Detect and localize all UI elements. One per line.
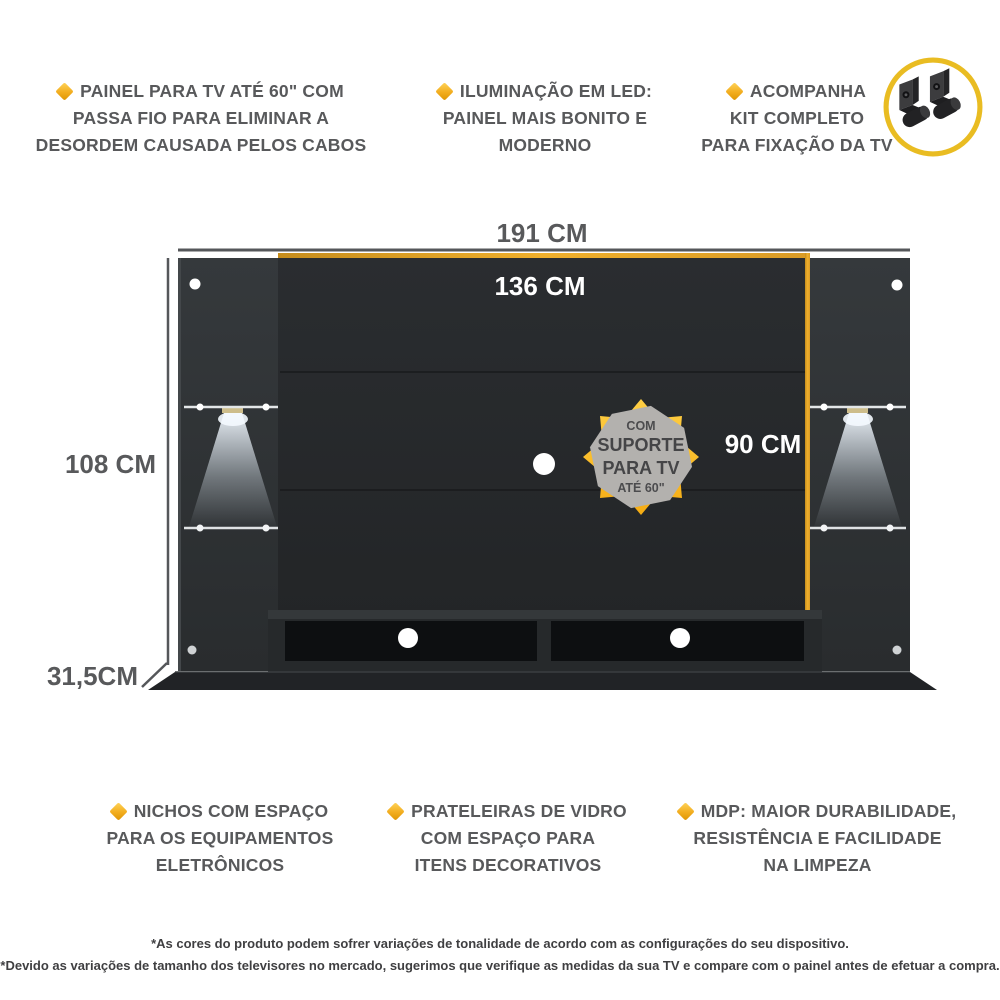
feature-line: ITENS DECORATIVOS [414,855,602,875]
dim-total-width: 191 CM [496,218,588,248]
dim-panel-width: 136 CM [494,271,586,301]
footnotes [0,933,1000,977]
feature-line: COM ESPAÇO PARA [420,828,596,848]
feature-line: MDP: MAIOR DURABILIDADE, [700,801,957,821]
tv-support-badge [583,399,699,515]
feature-passa-fio [15,78,387,159]
niche-box [268,610,822,672]
feature-line: PARA OS EQUIPAMENTOS [106,828,334,848]
led-strip-top [278,253,810,258]
screw-cap [188,646,197,655]
footnote-tv-sizes: *Devido as variações de tamanho dos televisores no mercado, sugerimos que verifique as medidas da sua TV e compare com o painel antes de efetuar a compra. [0,958,1000,973]
diamond-bullet-icon [55,82,73,100]
feature-line: NICHOS COM ESPAÇO [133,801,329,821]
badge-text-2: SUPORTE [597,435,685,455]
cable-hole [670,628,690,648]
feature-line: NA LIMPEZA [763,855,872,875]
led-strip-right [805,253,810,620]
panel-diagram [0,195,1000,740]
badge-text-1: COM [626,419,656,433]
back-panel-edge [178,258,181,671]
feature-line: ACOMPANHA [749,81,867,101]
feature-line: PARA FIXAÇÃO DA TV [701,135,893,155]
screw-cap [190,279,201,290]
cable-hole [398,628,418,648]
dim-depth: 31,5CM [46,661,138,691]
led-spot [843,412,873,426]
dim-panel-height: 90 CM [724,429,802,459]
base-shelf [148,672,937,690]
screw-cap [893,646,902,655]
diamond-bullet-icon [725,82,743,100]
feature-line: PAINEL MAIS BONITO E [442,108,648,128]
badge-text-3: PARA TV [602,458,680,478]
dim-total-height: 108 CM [64,449,156,479]
screw-cap [892,280,903,291]
feature-line: ILUMINAÇÃO EM LED: [459,81,653,101]
led-spot [218,412,248,426]
feature-line: RESISTÊNCIA E FACILIDADE [693,828,942,848]
badge-text-4: ATÉ 60" [617,481,665,495]
feature-line: PRATELEIRAS DE VIDRO [411,801,627,821]
footnote-colors: *As cores do produto podem sofrer variações de tonalidade de acordo com as configurações do seu dispositivo. [151,936,849,951]
feature-prateleiras [358,798,658,879]
feature-line: MODERNO [498,135,592,155]
feature-nichos [55,798,385,879]
feature-line: KIT COMPLETO [729,108,865,128]
feature-led [402,78,688,159]
feature-line: ELETRÔNICOS [155,855,285,875]
diamond-bullet-icon [386,802,404,820]
feature-line: PASSA FIO PARA ELIMINAR A [72,108,330,128]
diamond-bullet-icon [435,82,453,100]
feature-line: PAINEL PARA TV ATÉ 60" COM [80,81,344,101]
diamond-bullet-icon [109,802,127,820]
feature-mdp [645,798,990,879]
cable-hole [533,453,555,475]
diamond-bullet-icon [676,802,694,820]
feature-line: DESORDEM CAUSADA PELOS CABOS [35,135,367,155]
tv-mount-kit-icon [876,56,990,158]
